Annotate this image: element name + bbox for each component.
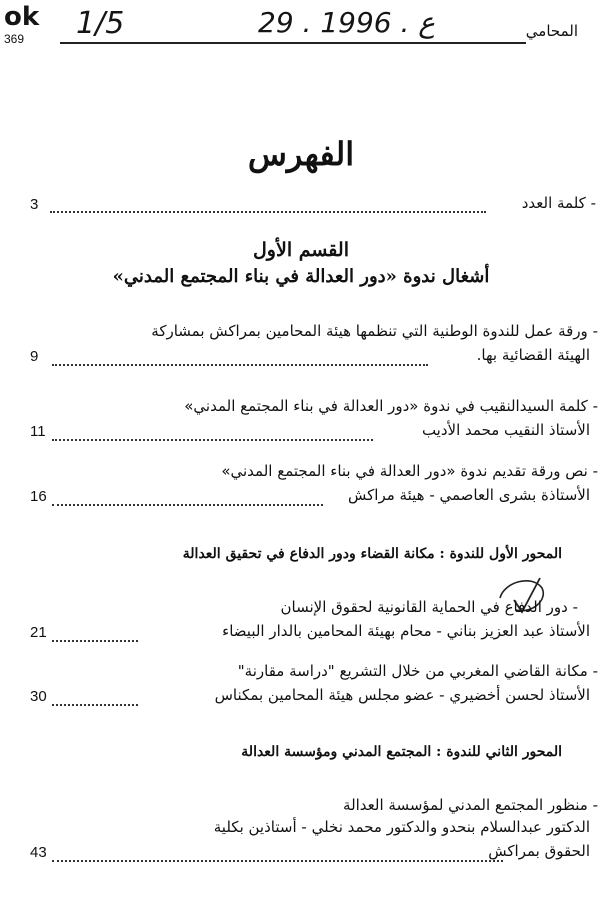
toc-entry <box>30 598 598 648</box>
toc-entry-line1: - منظور المجتمع المدني لمؤسسة العدالة <box>343 796 598 814</box>
stamp-label: المحامي <box>525 22 578 40</box>
dot-leader <box>52 860 503 862</box>
dot-leader <box>50 211 486 213</box>
toc-entry-line1: - كلمة السيدالنقيب في ندوة «دور العدالة في بناء المجتمع المدني» <box>184 397 598 415</box>
toc-entry-line2: الأستاذ عبد العزيز بناني - محام بهيئة المحامين بالدار البيضاء <box>222 622 590 640</box>
toc-entry <box>30 462 598 512</box>
toc-entry-line1: - نص ورقة تقديم ندوة «دور العدالة في بناء المجتمع المدني» <box>221 462 598 480</box>
page-number: 21 <box>30 624 47 641</box>
page-number: 9 <box>30 348 39 365</box>
axis2-heading: المحور الثاني للندوة : المجتمع المدني ومؤسسة العدالة <box>241 744 562 760</box>
toc-entry-line3: الحقوق بمراكش <box>488 842 590 860</box>
page-number: 3 <box>30 196 39 213</box>
part-heading: القسم الأول <box>253 239 349 261</box>
toc-entry-line2: الهيئة القضائية بها. <box>476 346 590 364</box>
logo-mark: ok <box>4 2 40 32</box>
toc-entry-line2: الأستاذ النقيب محمد الأديب <box>421 421 590 439</box>
toc-entry-line2: الأستاذ لحسن أخضيري - عضو مجلس هيئة المحامين بمكناس <box>214 686 590 704</box>
axis1-heading: المحور الأول للندوة : مكانة القضاء ودور الدفاع في تحقيق العدالة <box>182 546 562 562</box>
dot-leader <box>52 504 323 506</box>
page-number: 43 <box>30 844 47 861</box>
dot-leader <box>52 364 428 366</box>
page-number: 30 <box>30 688 47 705</box>
page-title: الفهرس <box>247 135 355 173</box>
dot-leader <box>52 640 138 642</box>
toc-entry-line1: - ورقة عمل للندوة الوطنية التي تنظمها هيئة المحامين بمراكش بمشاركة <box>151 322 598 340</box>
toc-entry-text: - كلمة العدد <box>521 194 596 212</box>
toc-entry <box>30 662 598 712</box>
toc-entry-line2: الدكتور عبدالسلام بنحدو والدكتور محمد نخلي - أستاذين بكلية <box>213 818 590 836</box>
dot-leader <box>52 704 138 706</box>
handwritten-date: 29 . ع . 1996 <box>258 6 436 39</box>
toc-entry <box>30 322 598 372</box>
handwritten-fraction: 1/5 <box>76 6 125 41</box>
page-number: 11 <box>30 423 46 440</box>
page-reference: 369 <box>4 32 25 46</box>
toc-entry-intro <box>30 194 596 218</box>
toc-entry-line1: - دور الدفاع في الحماية القانونية لحقوق الإنسان <box>280 598 578 616</box>
toc-entry <box>30 796 598 868</box>
toc-entry-line2: الأستاذة بشرى العاصمي - هيئة مراكش <box>348 486 590 504</box>
page-number: 16 <box>30 488 47 505</box>
dot-leader <box>52 439 373 441</box>
stamp-underline <box>60 42 526 44</box>
toc-entry <box>30 397 598 447</box>
part-subheading: أشغال ندوة «دور العدالة في بناء المجتمع المدني» <box>112 266 490 287</box>
toc-entry-line1: - مكانة القاضي المغربي من خلال التشريع "دراسة مقارنة" <box>237 662 598 680</box>
